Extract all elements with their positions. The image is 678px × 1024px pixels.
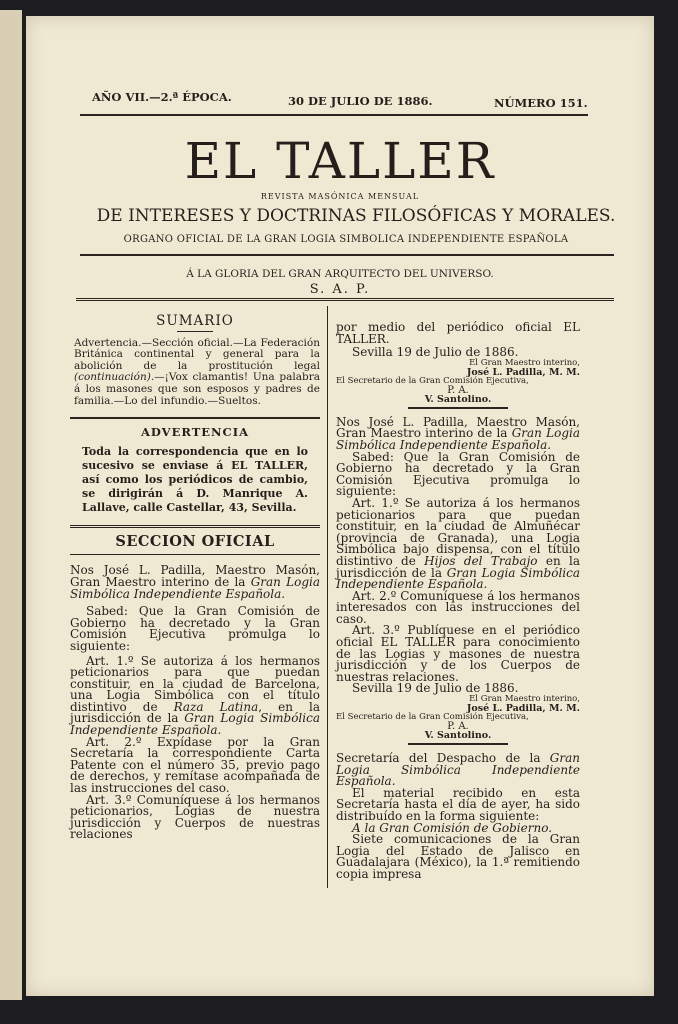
signature-2-line-c: El Secretario de la Gran Comisión Ejecutiva, bbox=[336, 712, 529, 723]
right-paragraph-12: Siete comunicaciones de la Gran Logia del Estado de Jalisco en Guadalajara (México), la 1.ª remitiendo copia impresa bbox=[336, 832, 580, 881]
advertencia-bottom-rule bbox=[70, 525, 320, 528]
masthead-sap: S. A. P. bbox=[309, 282, 371, 297]
issue-year: AÑO VII.—2.ª ÉPOCA. bbox=[92, 90, 232, 104]
issue-number: NÚMERO 151. bbox=[494, 96, 588, 110]
left-paragraph-5: Art. 3.º Comuníquese á los hermanos peticionarios, Logias de nuestra jurisdicción y Cuerpos de nuestras relaciones bbox=[70, 792, 320, 842]
masthead-rule-mid bbox=[80, 254, 614, 256]
right-paragraph-11: A la Gran Comisión de Gobierno. bbox=[352, 820, 553, 835]
signature-1-line-b: José L. Padilla, M. M. bbox=[466, 366, 580, 378]
right-paragraph-3: Nos José L. Padilla, Maestro Masón, Gran Maestro interino de la Gran Logia Simbólica Independiente Española. bbox=[336, 414, 580, 452]
advertencia-text: Toda la correspondencia que en lo sucesivo se enviase á EL TALLER, así como los periódicos de cambio, se dirigirán á D. Manrique A. Lallave, calle Castellar, 43, Sevilla. bbox=[82, 444, 308, 514]
signature-1-line-c: El Secretario de la Gran Comisión Ejecutiva, bbox=[336, 375, 529, 386]
right-paragraph-7: Art. 3.º Publíquese en el periódico oficial EL TALLER para conocimiento de las Logias y masones de nuestra jurisdicción y de los Cuerpos de nuestras relaciones. bbox=[336, 623, 580, 684]
advertencia-title: ADVERTENCIA bbox=[140, 425, 250, 440]
right-paragraph-9: Secretaría del Despacho de la Gran Logia Simbólica Independiente Española. bbox=[336, 751, 580, 789]
signature-1-line-a: El Gran Maestro interino, bbox=[469, 357, 580, 368]
masthead-rule-bottom bbox=[76, 298, 614, 301]
signature-1-line-e: V. Santolino. bbox=[424, 393, 492, 405]
masthead-glory: Á LA GLORIA DEL GRAN ARQUITECTO DEL UNIVERSO. bbox=[186, 268, 494, 280]
right-paragraph-10: El material recibido en esta Secretaría hasta el día de ayer, ha sido distribuído en la forma siguiente: bbox=[336, 785, 580, 823]
signature-2-line-b: José L. Padilla, M. M. bbox=[466, 703, 580, 715]
right-date-1: Sevilla 19 de Julio de 1886. bbox=[352, 345, 519, 360]
right-paragraph-6: Art. 2.º Comuníquese á los hermanos interesados con las instrucciones del caso. bbox=[336, 588, 580, 626]
left-paragraph-2: Sabed: Que la Gran Comisión de Gobierno ha decretado y la Gran Comisión Ejecutiva promulga lo siguiente: bbox=[70, 604, 320, 653]
signature-2-line-e: V. Santolino. bbox=[424, 730, 492, 742]
sumario-rule bbox=[177, 331, 213, 332]
column-divider bbox=[327, 306, 328, 888]
masthead-subtitle: REVISTA MASÓNICA MENSUAL bbox=[260, 192, 420, 201]
right-paragraph-4: Sabed: Que la Gran Comisión de Gobierno ha decretado y la Gran Comisión Ejecutiva promulga lo siguiente: bbox=[336, 449, 580, 499]
newspaper-page bbox=[26, 16, 654, 996]
issue-date: 30 DE JULIO DE 1886. bbox=[288, 94, 433, 108]
left-page-edge bbox=[0, 10, 22, 1000]
masthead-organ: ORGANO OFICIAL DE LA GRAN LOGIA SIMBOLICA INDEPENDIENTE ESPAÑOLA bbox=[123, 234, 569, 245]
right-column bbox=[336, 322, 580, 881]
left-column bbox=[70, 312, 320, 841]
seccion-oficial-title: SECCION OFICIAL bbox=[115, 532, 275, 550]
left-paragraph-3: Art. 1.º Se autoriza á los hermanos peticionarios para que puedan constituir, en la ciudad de Barcelona, una Logia Simbólica con el título distintivo de Raza Latina, en la jurisdicción de la Gran Logia Simbólica Independiente Española. bbox=[70, 653, 320, 738]
right-paragraph-1: por medio del periódico oficial EL TALLER. bbox=[336, 320, 580, 346]
signature-1-line-d: P. A. bbox=[447, 384, 469, 396]
masthead-tagline: DE INTERESES Y DOCTRINAS FILOSÓFICAS Y MORALES. bbox=[96, 206, 616, 226]
left-paragraph-1: Nos José L. Padilla, Maestro Masón, Gran Maestro interino de la Gran Logia Simbólica Independiente Española. bbox=[70, 563, 320, 601]
signature-2-line-d: P. A. bbox=[447, 721, 469, 733]
masthead-title: EL TALLER bbox=[184, 132, 496, 190]
signature-2-line-a: El Gran Maestro interino, bbox=[469, 694, 580, 705]
left-paragraph-4: Art. 2.º Expídase por la Gran Secretaría la correspondiente Carta Patente con el número 35, previo pago de derechos, y remítase acompañada de las instrucciones del caso. bbox=[70, 734, 320, 796]
seccion-rule bbox=[70, 554, 320, 555]
sumario-bottom-rule bbox=[70, 417, 320, 419]
right-rule-1 bbox=[408, 407, 508, 409]
sumario-title: SUMARIO bbox=[156, 313, 234, 329]
right-paragraph-5: Art. 1.º Se autoriza á los hermanos peticionarios para que puedan constituir, en la ciudad de Almuñécar (provincia de Granada), una Logia Simbólica bajo dispensa, con el título distintivo de Hijos del Trabajo en la jurisdicción de la Gran Logia Simbólica Independiente Española. bbox=[336, 495, 580, 592]
sumario-text: Advertencia.—Sección oficial.—La Federación Británica continental y general para la abolición de la prostitución legal (continuación).—¡Vox clamantis! Una palabra á los masones que son esposos y padres de familia.—Lo del infundio.—Sueltos. bbox=[74, 336, 320, 407]
right-rule-2 bbox=[408, 743, 508, 745]
right-date-2: Sevilla 19 de Julio de 1886. bbox=[352, 681, 519, 696]
masthead-rule-top bbox=[80, 114, 588, 116]
